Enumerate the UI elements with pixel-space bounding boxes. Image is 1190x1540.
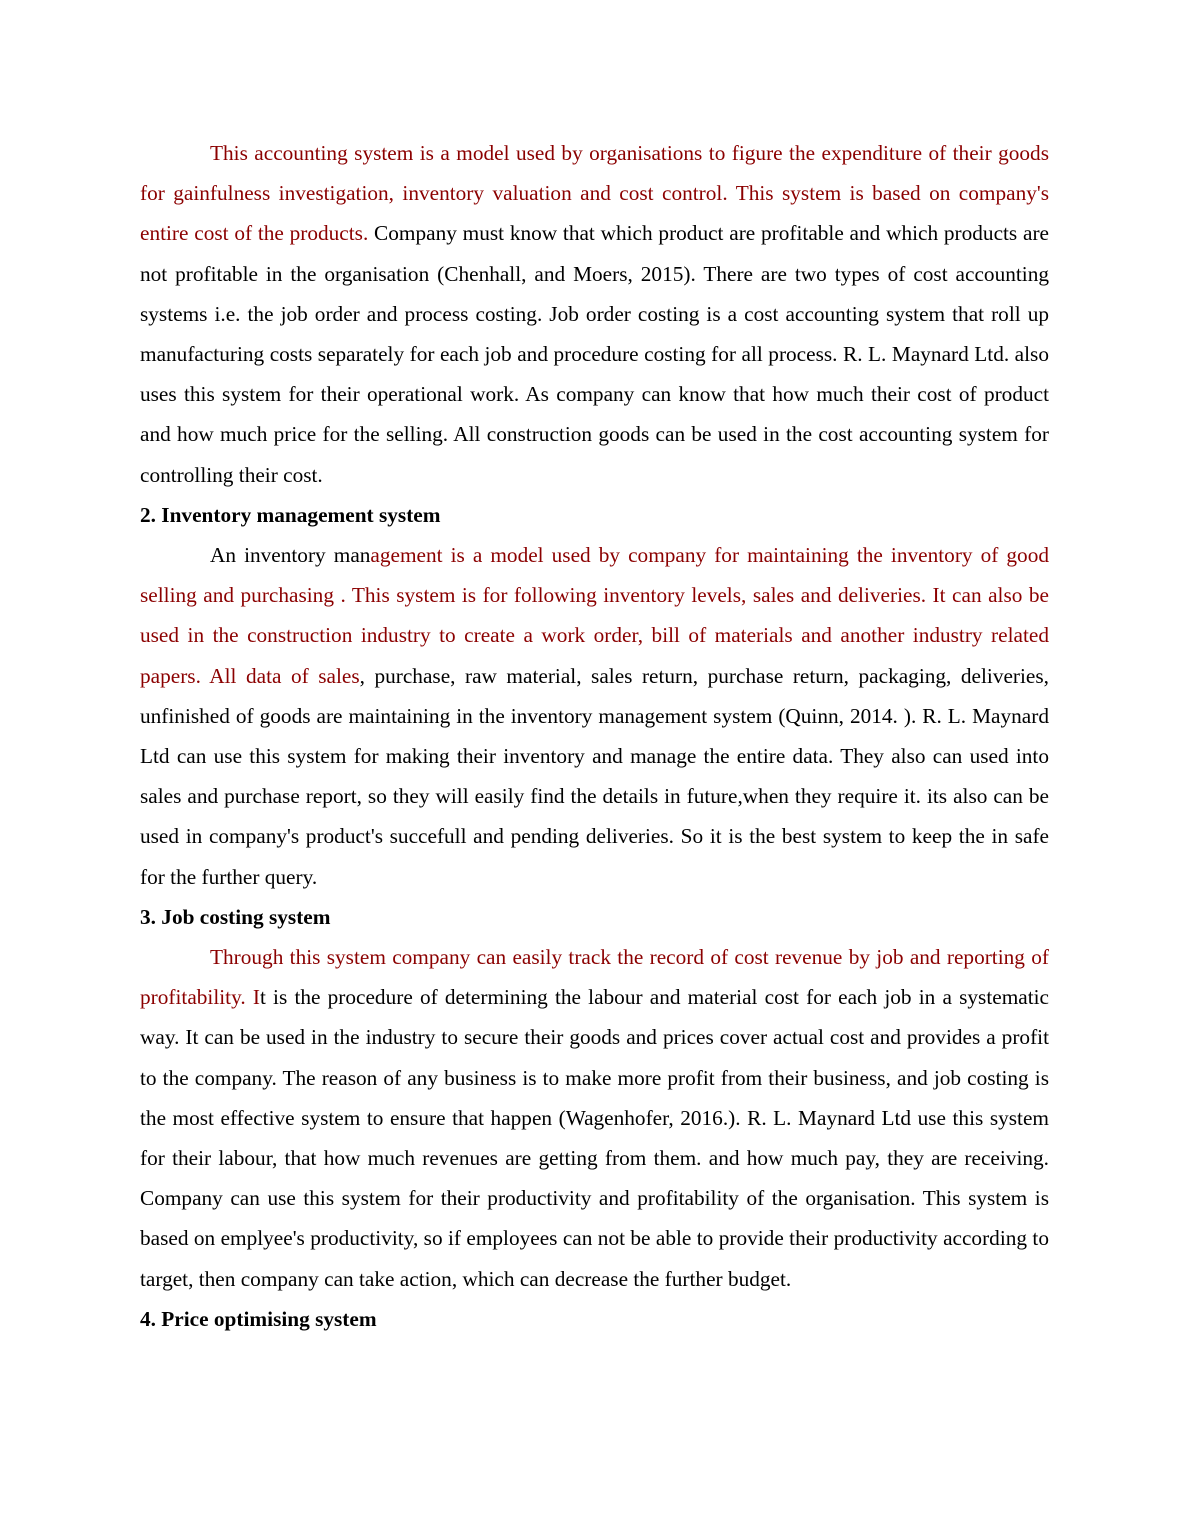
- heading-job-costing: 3. Job costing system: [140, 904, 331, 929]
- body-text: t is the procedure of determining the labour and material cost for each job in a systematic way. It can be used in the industry to secure their goods and prices cover actual cost and provides a profit to the company. The reason of any business is to make more profit from their business, and job costing is the most effective system to ensure that happen (Wagenhofer, 2016.). R. L. Maynard Ltd use this system for their labour, that how much revenues are getting from them. and how much pay, they are receiving. Company can use this system for their productivity and profitability of the organisation. This system is based on emplyee's productivity, so if employees can not be able to provide their productivity according to target, then company can take action, which can decrease the further budget.: [140, 985, 1049, 1291]
- paragraph-inventory-management: [140, 535, 1049, 897]
- paragraph-job-costing: [140, 937, 1049, 1299]
- heading-price-optimising: 4. Price optimising system: [140, 1306, 377, 1331]
- highlighted-text: Through this system company can easily track the record of cost revenue by job and reporting of profitability. I: [140, 945, 1049, 1010]
- highlighted-text: agement is a model used by company for maintaining the inventory of good selling and purchasing . This system is for following inventory levels, sales and deliveries. It can also be used in the construction industry to create a work order, bill of materials and another industry related papers. All data of sales: [140, 543, 1049, 688]
- heading-inventory-management: 2. Inventory management system: [140, 502, 441, 527]
- document-page: [140, 133, 1049, 1339]
- paragraph-cost-accounting: [140, 133, 1049, 495]
- highlighted-text: This accounting system is a model used by organisations to figure the expenditure of their goods for gainfulness investigation, inventory valuation and cost control. This system is based on company's entire cost of the products.: [140, 141, 1049, 246]
- body-text: Company must know that which product are profitable and which products are not profitable in the organisation (Chenhall, and Moers, 2015). There are two types of cost accounting systems i.e. the job order and process costing. Job order costing is a cost accounting system that roll up manufacturing costs separately for each job and procedure costing for all process. R. L. Maynard Ltd. also uses this system for their operational work. As company can know that how much their cost of product and how much price for the selling. All construction goods can be used in the cost accounting system for controlling their cost.: [140, 221, 1049, 487]
- body-text: An inventory man: [210, 543, 371, 568]
- body-text: , purchase, raw material, sales return, purchase return, packaging, deliveries, unfinished of goods are maintaining in the inventory management system (Quinn, 2014. ). R. L. Maynard Ltd can use this system for making their inventory and manage the entire data. They also can used into sales and purchase report, so they will easily find the details in future,when they require it. its also can be used in company's product's succefull and pending deliveries. So it is the best system to keep the in safe for the further query.: [140, 663, 1049, 889]
